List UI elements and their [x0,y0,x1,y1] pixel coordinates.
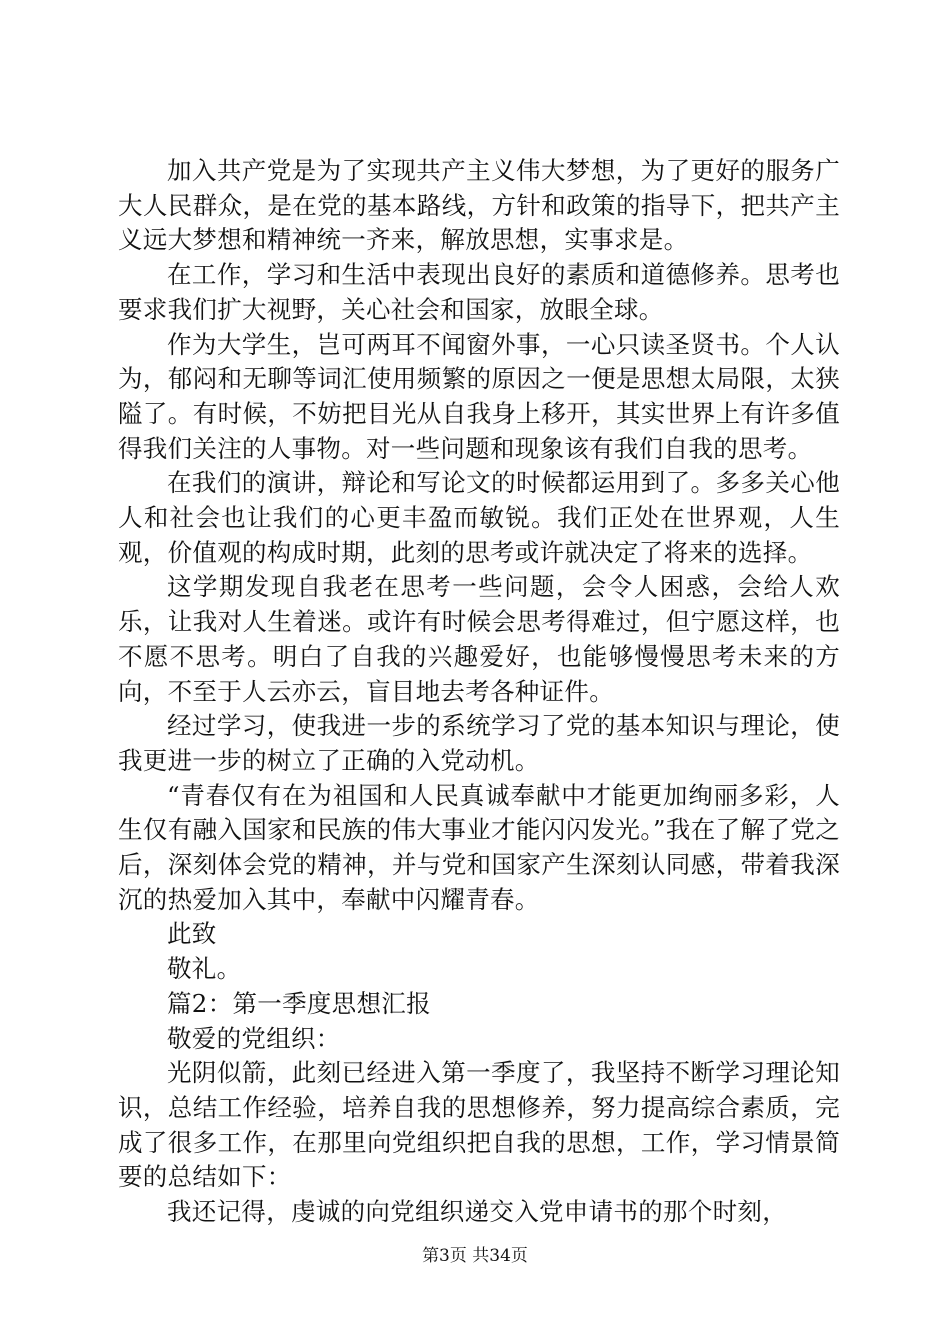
page-footer: 第3页 共34页 [422,1246,528,1266]
paragraph-3: 作为大学生，岂可两耳不闻窗外事，一心只读圣贤书。个人认为，郁闷和无聊等词汇使用频繁的原因之一便是思想太局限，太狭隘了。有时候，不妨把目光从自我身上移开，其实世界上有许多值得我们关注的人事物。对一些问题和现象该有我们自我的思考。 [118,329,840,463]
paragraph-1: 加入共产党是为了实现共产主义伟大梦想，为了更好的服务广大人民群众，是在党的基本路线，方针和政策的指导下，把共产主义远大梦想和精神统一齐来，解放思想，实事求是。 [118,156,840,255]
salutation: 敬爱的党组织： [167,1023,341,1053]
paragraph-5: 这学期发现自我老在思考一些问题，会令人困惑，会给人欢乐，让我对人生着迷。或许有时候会思考得难过，但宁愿这样，也不愿不思考。明白了自我的兴趣爱好，也能够慢慢思考未来的方向，不至于人云亦云，盲目地去考各种证件。 [118,572,840,706]
closing-line-1: 此致 [167,919,217,949]
paragraph-7: “青春仅有在为祖国和人民真诚奉献中才能更加绚丽多彩，人生仅有融入国家和民族的伟大事业才能闪闪发光。”我在了解了党之后，深刻体会党的精神，并与党和国家产生深刻认同感，带着我深沉的热爱加入其中，奉献中闪耀青春。 [118,780,840,914]
paragraph-4: 在我们的演讲，辩论和写论文的时候都运用到了。多多关心他人和社会也让我们的心更丰盈而敏锐。我们正处在世界观，人生观，价值观的构成时期，此刻的思考或许就决定了将来的选择。 [118,468,840,567]
paragraph-8: 光阴似箭，此刻已经进入第一季度了，我坚持不断学习理论知识，总结工作经验，培养自我的思想修养，努力提高综合素质，完成了很多工作，在那里向党组织把自我的思想，工作，学习情景简要的总结如下： [118,1058,840,1192]
closing-line-2: 敬礼。 [167,954,242,984]
paragraph-6: 经过学习，使我进一步的系统学习了党的基本知识与理论，使我更进一步的树立了正确的入党动机。 [118,711,840,775]
section-title: 篇2：第一季度思想汇报 [167,988,431,1018]
document-body [118,154,840,1230]
paragraph-2: 在工作，学习和生活中表现出良好的素质和道德修养。思考也要求我们扩大视野，关心社会和国家，放眼全球。 [118,260,840,324]
paragraph-9: 我还记得，虔诚的向党组织递交入党申请书的那个时刻， [167,1197,787,1227]
